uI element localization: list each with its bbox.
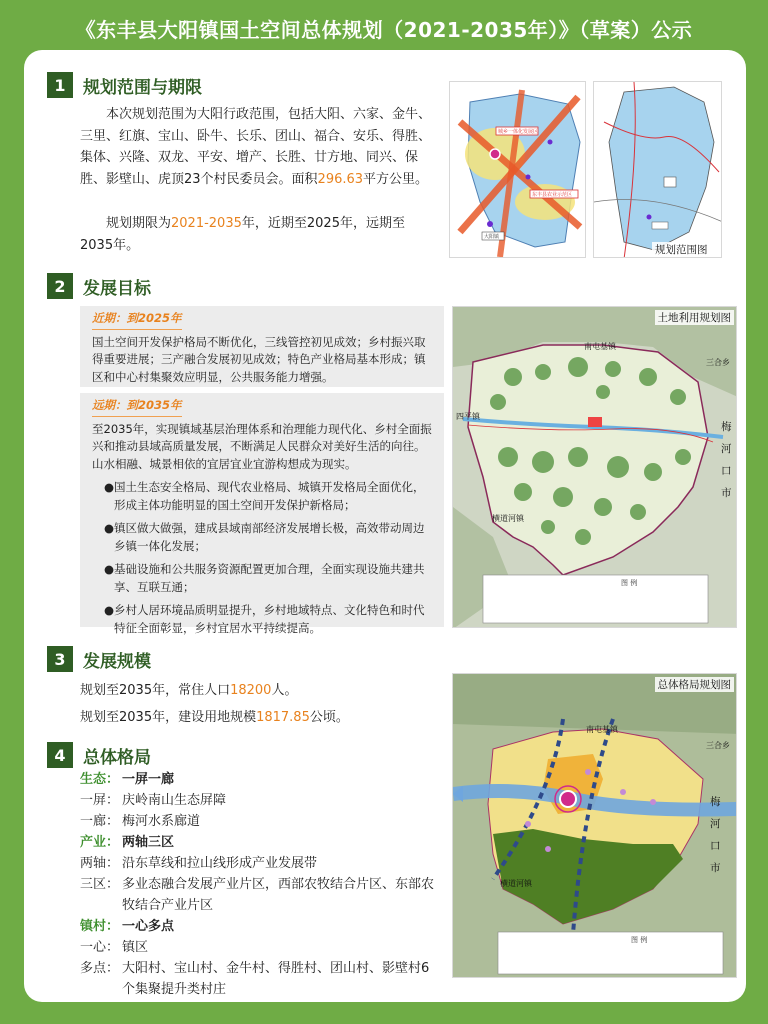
section-number: 4 xyxy=(47,742,73,768)
place-label: 三合乡 xyxy=(706,358,730,367)
land-unit: 公顷。 xyxy=(309,710,349,725)
pattern-value: 镇区 xyxy=(122,940,149,955)
pattern-value: 庆岭南山生态屏障 xyxy=(122,793,227,808)
pattern-key: 镇村： xyxy=(80,919,120,934)
place-label: 横道河镇 xyxy=(500,879,532,888)
pattern-map-title: 总体格局规划图 xyxy=(655,677,735,692)
pattern-value: 两轴三区 xyxy=(122,835,175,850)
pattern-map xyxy=(452,673,737,978)
legend-title: 图 例 xyxy=(621,579,638,587)
period-text-end: 年，近期至2025年，远期至2035年。 xyxy=(80,216,405,253)
pattern-key: 多点： xyxy=(80,961,120,976)
pattern-key: 一心： xyxy=(80,940,120,955)
pattern-lang xyxy=(80,812,200,833)
pattern-value: 一心多点 xyxy=(122,919,175,934)
section-number: 3 xyxy=(47,646,73,672)
scope-map-caption: 规划范围图 xyxy=(652,242,711,257)
place-label: 横道河镇 xyxy=(492,514,524,523)
land-scale-line xyxy=(80,707,440,729)
pattern-core xyxy=(80,938,148,959)
goal-far-text: 至2035年，实现镇域基层治理体系和治理能力现代化、乡村全面振兴和推动县域高质量发展，不断满足人民群众对美好生活的向往。山水相融、城景相依的宜居宜业宜游构想成为现实。 xyxy=(92,421,432,471)
goal-bullet: ●国土生态安全格局、现代农业格局、城镇开发格局全面优化，形成主体功能明显的国土空间开发保护新格局； xyxy=(104,480,425,512)
pattern-value: 一屏一廊 xyxy=(122,772,175,787)
pattern-eco xyxy=(80,770,174,791)
pattern-value: 多业态融合发展产业片区，西部农牧结合片区、东部农牧结合产业片区 xyxy=(122,877,435,913)
section-title: 发展规模 xyxy=(83,651,151,672)
scope-map-boundary xyxy=(593,81,722,258)
pattern-key: 三区： xyxy=(80,877,120,892)
section-header-goals xyxy=(47,273,151,299)
scope-text: 本次规划范围为大阳行政范围，包括大阳、六家、金牛、三里、红旗、宝山、卧牛、长乐、团山、福合、安乐、得胜、集体、兴隆、双龙、平安、增产、长胜、廿方地、同兴、保胜、影壁山、虎顶23个村民委员会。面积 xyxy=(80,107,432,187)
landuse-map xyxy=(452,306,737,628)
population-unit: 人。 xyxy=(271,683,298,698)
place-label: 口 xyxy=(710,840,721,852)
pattern-zones xyxy=(80,875,436,917)
place-label: 梅 xyxy=(721,421,732,433)
scope-map-regional-graphic xyxy=(450,82,586,258)
period-text: 规划期限为 xyxy=(106,216,172,231)
section-number: 2 xyxy=(47,273,73,299)
goal-bullet: ●基础设施和公共服务资源配置更加合理，全面实现设施共建共享、互联互通； xyxy=(104,562,425,594)
population-value: 18200 xyxy=(230,683,272,698)
scope-paragraph-1 xyxy=(80,104,434,190)
pattern-ping xyxy=(80,791,226,812)
land-value: 1817.85 xyxy=(256,710,310,725)
map-tag: 大阳镇 xyxy=(484,234,500,240)
land-text: 规划至2035年，建设用地规模 xyxy=(80,710,257,725)
map-tag: 城乡一体化发展区 xyxy=(498,129,539,135)
section-header-scope xyxy=(47,72,202,98)
section-title: 规划范围与期限 xyxy=(83,77,202,98)
section-number: 1 xyxy=(47,72,73,98)
pattern-town xyxy=(80,917,174,938)
page-title: 《东丰县大阳镇国土空间总体规划（2021-2035年）》（草案）公示 xyxy=(75,18,693,42)
place-label: 南屯基镇 xyxy=(586,725,618,734)
place-label: 四平镇 xyxy=(456,412,480,421)
pattern-key: 一屏： xyxy=(80,793,120,808)
pattern-value: 梅河水系廊道 xyxy=(122,814,201,829)
population-line xyxy=(80,680,440,702)
goal-bullet: ●乡村人居环境品质明显提升，乡村地域特点、文化特色和时代特征全面彰显，乡村宜居水平持续提高。 xyxy=(104,603,425,635)
place-label: 河 xyxy=(721,443,732,455)
goal-far-tag: 远期：到2035年 xyxy=(92,397,182,417)
pattern-map-graphic xyxy=(453,674,737,978)
goal-near-text: 国土空间开发保护格局不断优化，三线管控初见成效；乡村振兴取得重要进展；三产融合发展初见成效；特色产业格局基本形成；镇区和中心村集聚效应明显，公共服务能力增强。 xyxy=(92,334,426,384)
area-value: 296.63 xyxy=(317,171,364,187)
pattern-key: 生态： xyxy=(80,772,120,787)
period-value: 2021-2035 xyxy=(171,216,242,231)
section-header-scale xyxy=(47,646,151,672)
pattern-value: 大阳村、宝山村、金牛村、得胜村、团山村、影壁村6个集聚提升类村庄 xyxy=(122,961,430,997)
map-tag: 东丰县农业示范区 xyxy=(532,192,573,198)
place-label: 市 xyxy=(710,862,721,874)
place-label: 梅 xyxy=(710,796,721,808)
pattern-key: 一廊： xyxy=(80,814,120,829)
legend-title: 图 例 xyxy=(631,936,648,944)
goal-bullet: ●镇区做大做强，建成县域南部经济发展增长极，高效带动周边乡镇一体化发展； xyxy=(104,521,425,553)
goal-near-tag: 近期：到2025年 xyxy=(92,310,182,330)
place-label: 市 xyxy=(721,487,732,499)
place-label: 河 xyxy=(710,818,721,830)
pattern-key: 两轴： xyxy=(80,856,120,871)
population-text: 规划至2035年，常住人口 xyxy=(80,683,231,698)
place-label: 南屯基镇 xyxy=(584,342,616,351)
scope-text-end: 平方公里。 xyxy=(363,171,429,187)
scope-map-regional xyxy=(449,81,586,258)
landuse-map-title: 土地利用规划图 xyxy=(655,310,735,325)
pattern-key: 产业： xyxy=(80,835,120,850)
section-title: 发展目标 xyxy=(83,278,151,299)
section-title: 总体格局 xyxy=(83,747,151,768)
place-label: 口 xyxy=(721,465,732,477)
scope-map-boundary-graphic xyxy=(594,82,722,258)
pattern-industry xyxy=(80,833,174,854)
pattern-axis xyxy=(80,854,317,875)
place-label: 三合乡 xyxy=(706,741,730,750)
landuse-map-graphic xyxy=(453,307,737,628)
section-header-pattern xyxy=(47,742,151,768)
pattern-points xyxy=(80,959,436,1001)
pattern-value: 沿东草线和拉山线形成产业发展带 xyxy=(122,856,318,871)
goal-far-box xyxy=(80,393,444,635)
scope-paragraph-2 xyxy=(80,213,434,256)
goal-near-box xyxy=(80,306,444,387)
